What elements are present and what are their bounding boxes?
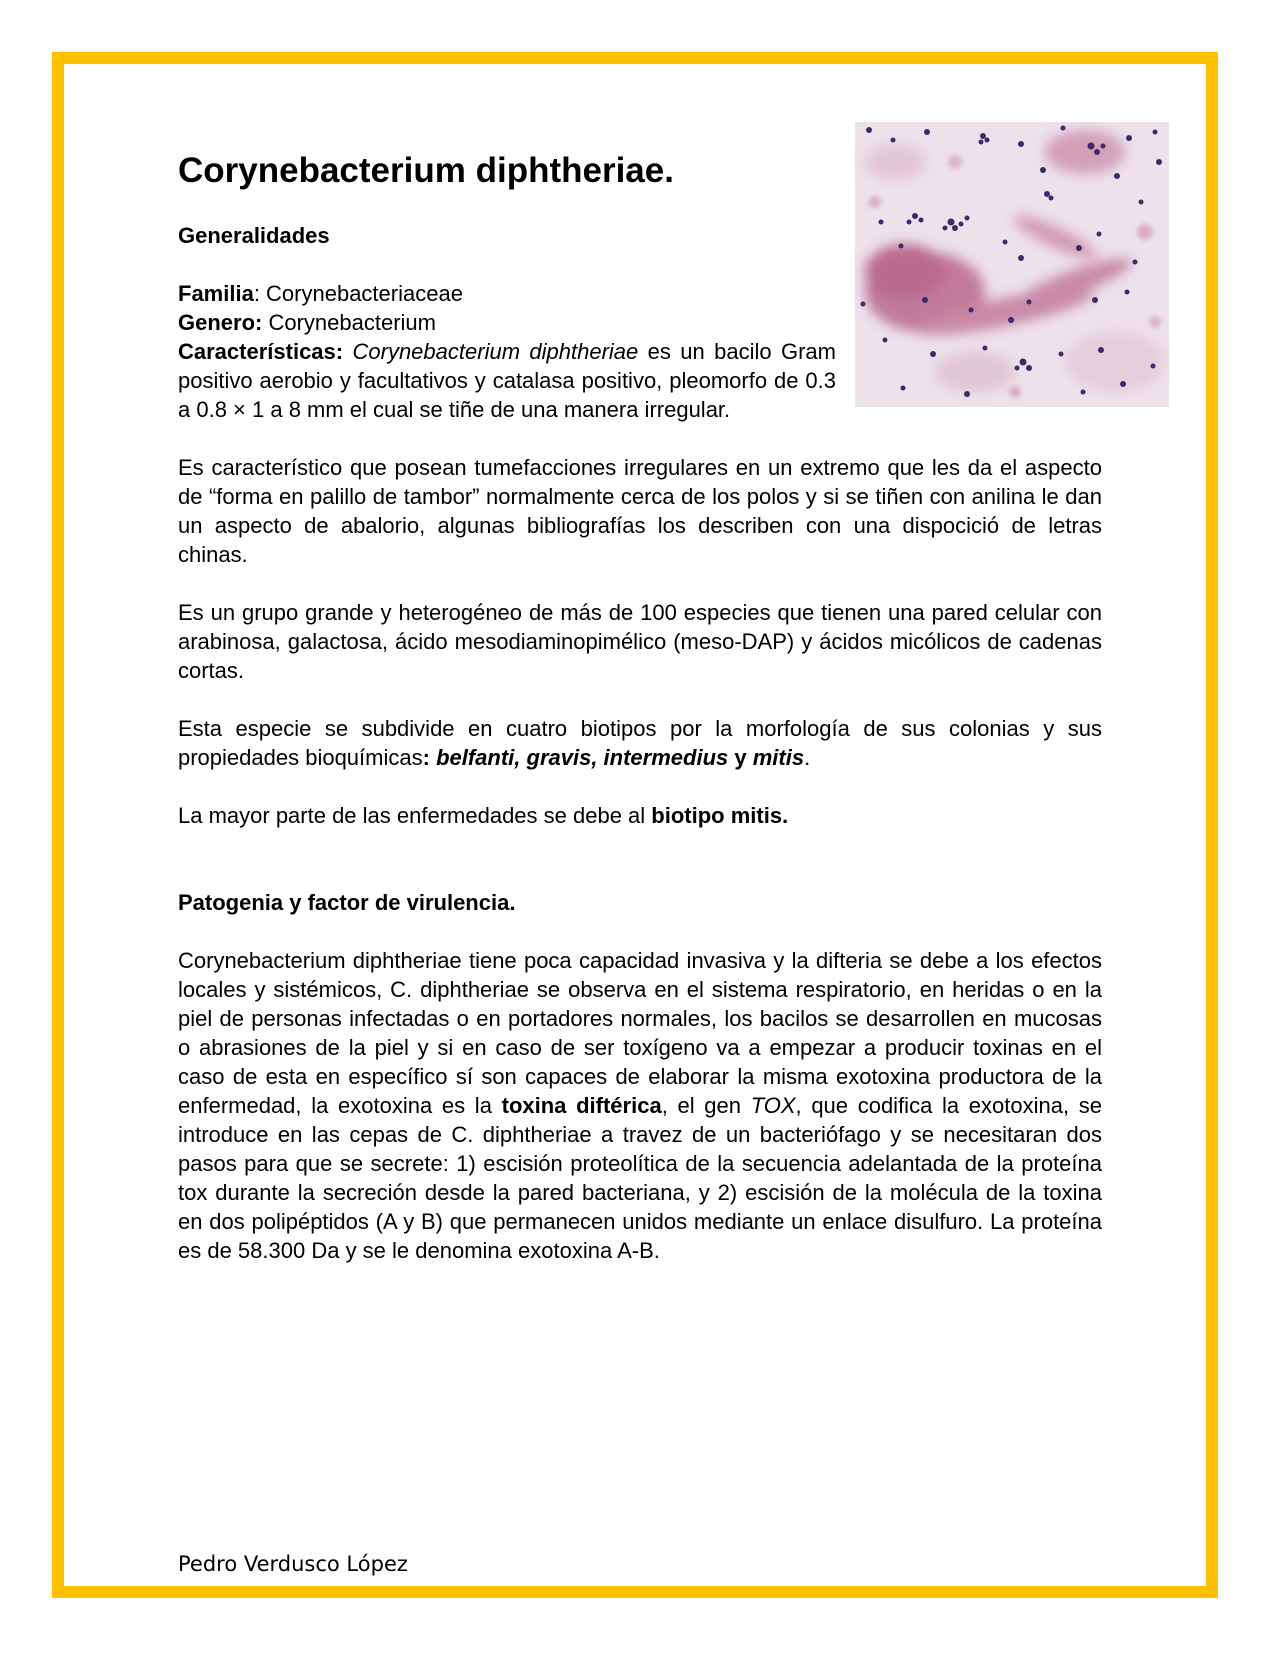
biotipos-end: . (804, 745, 811, 770)
familia-value: : Corynebacteriaceae (253, 281, 463, 306)
species-name: Corynebacterium diphtheriae (352, 339, 639, 364)
page-title: Corynebacterium diphtheriae. (178, 151, 674, 190)
patogenia-part2: , el gen (661, 1093, 751, 1118)
biotipos-mitis: mitis (752, 745, 805, 770)
biotipos-text: Esta especie se subdivide en cuatro biotipos por la morfología de sus colonias y sus propiedades bioquímicas (178, 716, 1102, 770)
patogenia-part3: , que codifica la exotoxina, se introduce en las cepas de C. diphtheriae a travez de un bacteriófago y se necesitaran dos pasos para que se secrete: 1) escisión proteolítica de la secuencia adelantada de la proteína tox durante la secreción desde la pared bacteriana, y 2) escisión de la molécula de la toxina en dos polipéptidos (A y B) que permanecen unidos mediante un enlace disulfuro. La proteína es de 58.300 Da y se le denomina exotoxina A-B. (178, 1093, 1103, 1263)
paragraph-grupo: Es un grupo grande y heterogéneo de más de 100 especies que tienen una pared celular con arabinosa, galactosa, ácido mesodiaminopimélico (meso-DAP) y ácidos micólicos de cadenas cortas. (178, 600, 1102, 683)
familia-line (178, 279, 836, 308)
section-heading-patogenia: Patogenia y factor de virulencia. (178, 890, 516, 915)
caracteristicas-label: Características: (178, 339, 344, 364)
paragraph-tumefacciones: Es característico que posean tumefacciones irregulares en un extremo que les da el aspecto de “forma en palillo de tambor” normalmente cerca de los polos y si se tiñen con anilina le dan un aspecto de abalorio, algunas bibliografías los describen con una dispocició de letras chinas. (178, 455, 1102, 567)
biotipos-y: y (728, 745, 753, 770)
patogenia-bold: toxina diftérica (501, 1093, 662, 1118)
genero-line (178, 308, 836, 337)
paragraph-biotipos (178, 714, 1102, 772)
genero-label: Genero: (178, 310, 263, 335)
mitis-text: La mayor parte de las enfermedades se debe al (178, 803, 652, 828)
caracteristicas-paragraph (178, 337, 836, 424)
patogenia-italic: TOX (750, 1093, 796, 1118)
caracteristicas-text: es un bacilo Gram positivo aerobio y facultativos y catalasa positivo, pleomorfo de 0.3 a 0.8 × 1 a 8 mm el cual se tiñe de una manera irregular. (178, 339, 836, 422)
document-body (178, 150, 1102, 1265)
section-heading-generalidades: Generalidades (178, 223, 330, 248)
paragraph-mitis (178, 801, 1102, 830)
patogenia-part1: Corynebacterium diphtheriae tiene poca capacidad invasiva y la difteria se debe a los efectos locales y sistémicos, C. diphtheriae se observa en el sistema respiratorio, en heridas o en la piel de personas infectadas o en portadores normales, los bacilos se desarrollen en mucosas o abrasiones de la piel y si en caso de ser toxígeno va a empezar a producir toxinas en el caso de esta en específico sí son capaces de elaborar la misma exotoxina productora de la enfermedad, la exotoxina es la (178, 948, 1102, 1118)
familia-label: Familia (178, 281, 254, 306)
paragraph-patogenia (178, 946, 1102, 1265)
mitis-bold: biotipo mitis. (651, 803, 789, 828)
biotipos-colon: : (422, 745, 437, 770)
biotipos-types: belfanti, gravis, intermedius (436, 745, 729, 770)
genero-value: Corynebacterium (262, 310, 436, 335)
footer-author: Pedro Verdusco López (178, 1552, 408, 1576)
